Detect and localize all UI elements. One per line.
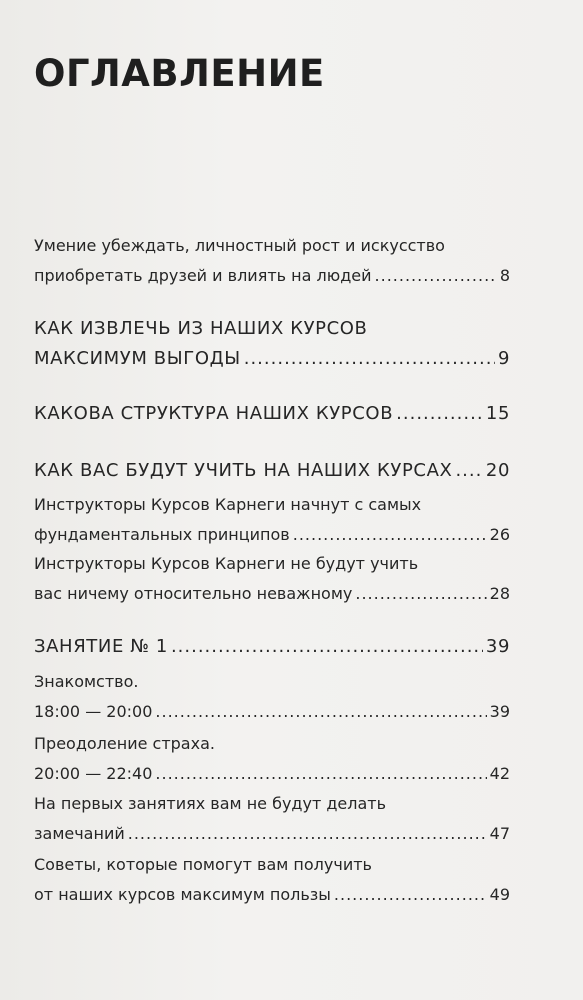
dot-leader <box>155 699 486 725</box>
dot-leader <box>244 344 495 374</box>
toc-entry-text: замечаний <box>34 824 125 843</box>
dot-leader <box>355 581 486 607</box>
toc-entry[interactable] <box>34 492 510 548</box>
toc-page-number: 47 <box>489 824 510 843</box>
toc-entry[interactable] <box>34 791 510 847</box>
dot-leader <box>334 882 487 908</box>
toc-entry-text: Умение убеждать, личностный рост и искусство <box>34 236 445 255</box>
toc-entry-text: 20:00 — 22:40 <box>34 764 153 783</box>
toc-entry-text: Знакомство. <box>34 672 139 691</box>
toc-page-number: 20 <box>485 460 510 481</box>
toc-entry-text: вас ничему относительно неважному <box>34 584 353 603</box>
toc-page-number: 9 <box>497 348 510 369</box>
toc-entry[interactable] <box>34 852 510 908</box>
toc-entry[interactable] <box>34 456 510 486</box>
toc-entry-text: На первых занятиях вам не будут делать <box>34 794 387 813</box>
dot-leader <box>455 456 482 486</box>
toc-entry[interactable] <box>34 233 510 289</box>
toc-page-number: 28 <box>489 584 510 603</box>
toc-page-number: 42 <box>489 764 510 783</box>
toc-entry-text: КАКОВА СТРУКТУРА НАШИХ КУРСОВ <box>34 403 394 424</box>
toc-entry-text: Инструкторы Курсов Карнеги не будут учить <box>34 554 419 573</box>
dot-leader <box>155 761 486 787</box>
toc-page-number: 49 <box>489 885 510 904</box>
toc-entry-text: от наших курсов максимум пользы <box>34 885 331 904</box>
toc-entry-text: КАК ВАС БУДУТ УЧИТЬ НА НАШИХ КУРСАХ <box>34 460 453 481</box>
toc-page-number: 39 <box>489 702 510 721</box>
dot-leader <box>375 263 497 289</box>
toc-entry-text: ЗАНЯТИЕ № 1 <box>34 636 168 657</box>
toc-entry-text: Инструкторы Курсов Карнеги начнут с самых <box>34 495 422 514</box>
toc-entry[interactable] <box>34 314 510 374</box>
toc-entry-text: фундаментальных принципов <box>34 525 290 544</box>
toc-entry-text: Советы, которые помогут вам получить <box>34 855 372 874</box>
toc-page-number: 39 <box>485 636 510 657</box>
toc-entry-text: МАКСИМУМ ВЫГОДЫ <box>34 348 241 369</box>
dot-leader <box>293 522 487 548</box>
toc-page-number: 26 <box>489 525 510 544</box>
toc-entry[interactable] <box>34 632 510 662</box>
toc-page-number: 8 <box>499 266 510 285</box>
toc-page-number: 15 <box>485 403 510 424</box>
toc-entry[interactable] <box>34 669 510 725</box>
toc-entry-text: 18:00 — 20:00 <box>34 702 153 721</box>
page-title: ОГЛАВЛЕНИЕ <box>34 52 325 95</box>
toc-entry[interactable] <box>34 551 510 607</box>
toc-entry-text: Преодоление страха. <box>34 734 215 753</box>
toc-entry-text: приобретать друзей и влиять на людей <box>34 266 372 285</box>
toc-entry-text: КАК ИЗВЛЕЧЬ ИЗ НАШИХ КУРСОВ <box>34 318 368 339</box>
dot-leader <box>396 399 483 429</box>
toc-entry[interactable] <box>34 399 510 429</box>
toc-entry[interactable] <box>34 731 510 787</box>
dot-leader <box>128 821 487 847</box>
dot-leader <box>171 632 483 662</box>
